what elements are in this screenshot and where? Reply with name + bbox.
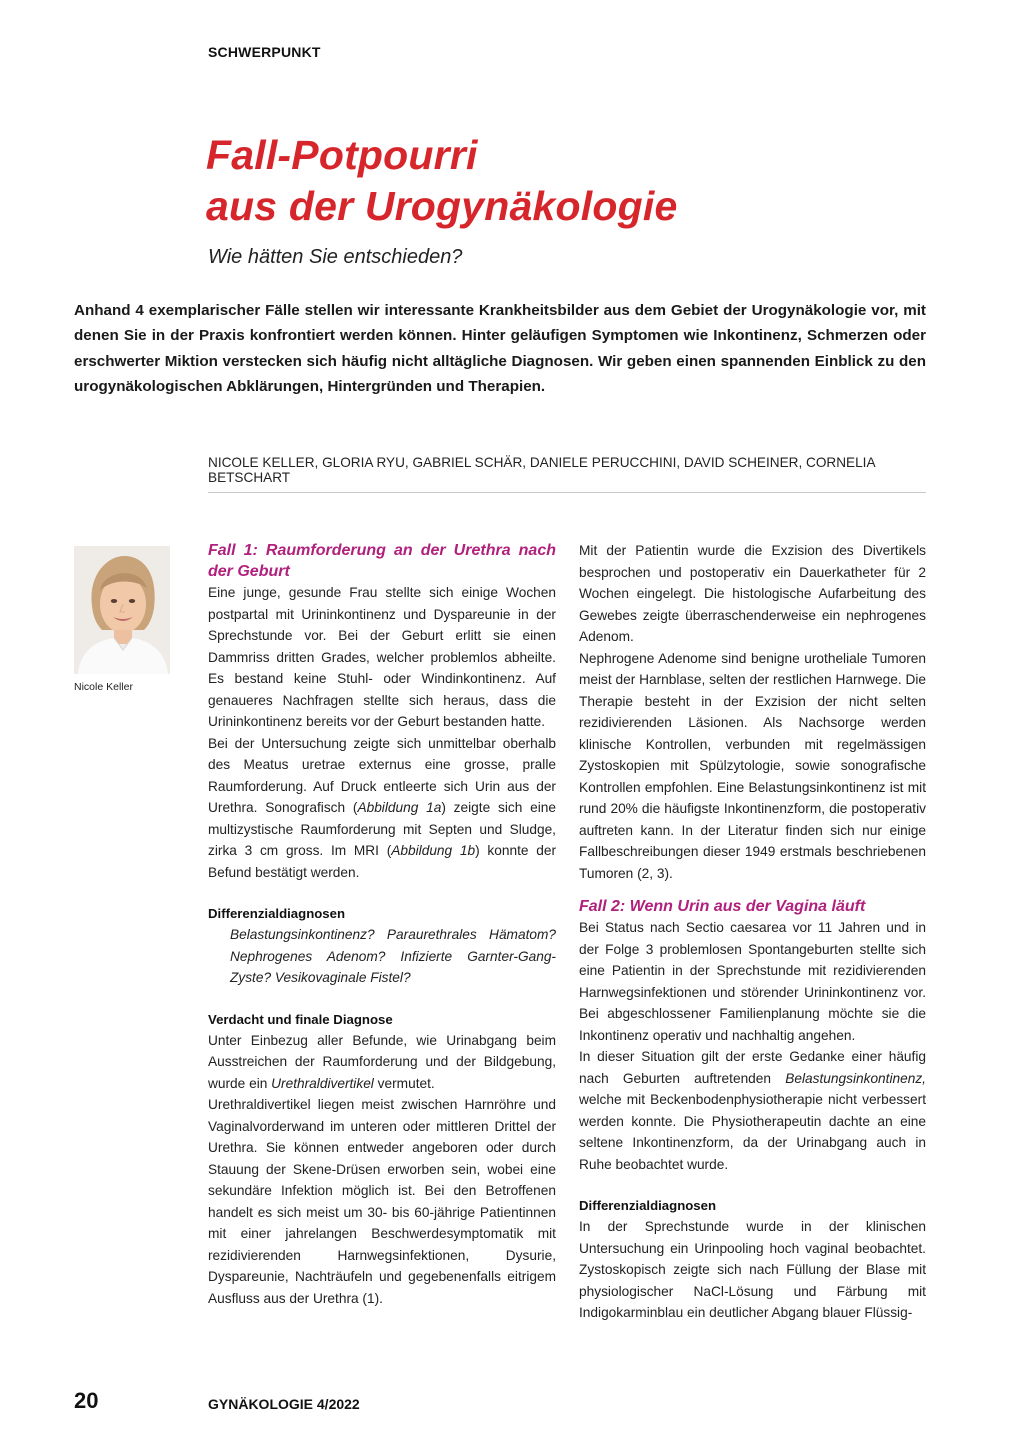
case-1-title: Fall 1: Raumforderung an der Urethra nach der Geburt [208,542,556,580]
case-2-paragraph-1: Bei Status nach Sectio caesarea vor 11 Jahren und in der Folge 3 problemlosen Spontangeburten stellte sich eine Patientin in der Sprechstunde mit rezidivierenden Harnwegsinfektionen und störender Urininkontinenz vor. Bei abgeschlossener Familienplanung möchte sie die Inkontinenz operativ und nachhaltig angehen. [579,920,926,1043]
author-line: NICOLE KELLER, GLORIA RYU, GABRIEL SCHÄR, DANIELE PERUCCHINI, DAVID SCHEINER, CORNELIA BETSCHART [208,455,926,493]
final-diagnosis-heading: Verdacht und finale Diagnose [208,1011,393,1027]
page-number: 20 [74,1388,99,1413]
case-1-paragraph-3 [208,1030,556,1095]
column-left [208,540,556,1309]
text-run: In dieser Situation gilt der erste Gedanke einer häufig nach Geburten auftretenden [579,1049,926,1086]
differential-diagnoses-list [230,924,556,989]
text-run: vermutet. [373,1075,435,1091]
article-subtitle: Wie hätten Sie entschieden? [208,246,463,268]
title-line-1: Fall-Potpourri [206,132,478,178]
case-1-paragraph-1: Eine junge, gesunde Frau stellte sich einige Wochen postpartal mit Urininkontinenz und Dyspareunie in der Sprechstunde vor. Bei der Geburt erlitt sie einen Dammriss dritten Grades, welcher problemlos abheilte. Es bestand keine Stuhl- oder Windinkontinenz. Auf genaueres Nachfragen stellte sich heraus, dass die Urininkontinenz bereits vor der Geburt bestanden hatte. [208,585,556,729]
section-label: SCHWERPUNKT [208,44,321,60]
case-1-paragraph-4: Urethraldivertikel liegen meist zwischen Harnröhre und Vaginalvorderwand im unteren oder mittleren Drittel der Urethra. Sie können entweder angeboren oder durch Stauung der Skene-Drüsen erworben sein, wobei eine sekundäre Infektion möglich ist. Bei den Betroffenen handelt es sich meist um 30- bis 60-jährige Patientinnen mit einer jahrelangen Beschwerdesymptomatik mit rezidivierenden Harnwegsinfektionen, Dysurie, Dyspareunie, Nachträufeln und gegebenenfalls eitrigem Ausfluss aus der Urethra (1). [208,1097,556,1306]
text-run: welche mit Beckenbodenphysiotherapie nicht verbessert werden konnte. Die Physiotherapeutin dachte an eine seltene Inkontinenzform, da der Urinabgang auch in Ruhe beobachtet wurde. [579,1092,926,1172]
journal-footer: GYNÄKOLOGIE 4/2022 [208,1396,360,1412]
figure-reference: Abbildung 1a [357,800,442,815]
case-1-paragraph-5: Mit der Patientin wurde die Exzision des Divertikels besprochen und postoperativ ein Dauerkatheter für 2 Wochen eingelegt. Die histologische Aufarbeitung des Gewebes zeigte überraschenderweise ein nephrogenes Adenom. [579,543,926,644]
case-2-title: Fall 2: Wenn Urin aus der Vagina läuft [579,898,866,915]
text-run: ) zeigte sich eine multizystische Raumforderung mit Septen und Sludge, zirka 3 cm gross. Im MRI ( [208,800,556,858]
title-line-2: aus der Urogynäkologie [206,183,678,229]
emphasis: Urethraldivertikel [271,1075,374,1091]
case-2-paragraph-2 [579,1046,926,1175]
author-photo [74,546,170,674]
differential-diagnoses-heading-2: Differenzialdiagnosen [579,1198,717,1213]
case-2-paragraph-3: In der Sprechstunde wurde in der klinischen Untersuchung ein Urinpooling hoch vaginal beobachtet. Zystoskopisch zeigte sich nach Füllung der Blase mit physiologischer NaCl-Lösung und Färbung mit Indigokarminblau ein deutlicher Abgang blauer Flüssig- [579,1219,926,1320]
text-run: Unter Einbezug aller Befunde, wie Urinabgang beim Ausstreichen der Raumforderung und der Bildgebung, wurde ein [208,1032,556,1091]
text-run: Bei der Untersuchung zeigte sich unmittelbar oberhalb des Meatus uretrae externus eine grosse, pralle Raumforderung. Auf Druck entleerte sich Urin aus der Urethra. Sonografisch ( [208,735,556,815]
text-run: ) konnte der Befund bestätigt werden. [208,843,557,880]
lead-paragraph: Anhand 4 exemplarischer Fälle stellen wir interessante Krankheitsbilder aus dem Gebiet der Urogynäkologie vor, mit denen Sie in der Praxis konfrontiert werden können. Hinter geläufigen Symptomen wie Inkontinenz, Schmerzen oder erschwerter Miktion verstecken sich häufig nicht alltägliche Diagnosen. Wir geben einen spannenden Einblick zu den urogynäkologischen Abklärungen, Hintergründen und Therapien. [74,302,926,395]
case-1-paragraph-2 [208,733,556,884]
differential-diagnoses-heading: Differenzialdiagnosen [208,906,346,921]
author-portrait-image [74,546,170,674]
text-run: Belastungsinkontinenz? Paraurethrales Hämatom? Nephrogenes Adenom? Infizierte Garnter-Gang-Zyste? Vesikovaginale Fistel? [230,927,556,985]
column-right [579,540,926,1324]
figure-reference: Abbildung 1b [391,843,476,858]
photo-caption: Nicole Keller [74,681,133,693]
case-1-paragraph-6: Nephrogene Adenome sind benigne urotheliale Tumoren meist der Harnblase, selten der restlichen Harnwege. Die Therapie besteht in der Exzision der nicht selten rezidivierenden Läsionen. Als Nachsorge werden klinische Kontrollen, verbunden mit regelmässigen Zystoskopien mit Spülzytologie, sowie sonografische Kontrollen empfohlen. Eine Belastungsinkontinenz ist mit rund 20% die häufigste Inkontinenzform, die postoperativ auftreten kann. In der Literatur finden sich nur einige Fallbeschreibungen dieser 1949 erstmals beschriebenen Tumoren (2, 3). [579,650,926,881]
emphasis: Belastungsinkontinenz, [785,1070,926,1086]
article-title [206,130,677,232]
